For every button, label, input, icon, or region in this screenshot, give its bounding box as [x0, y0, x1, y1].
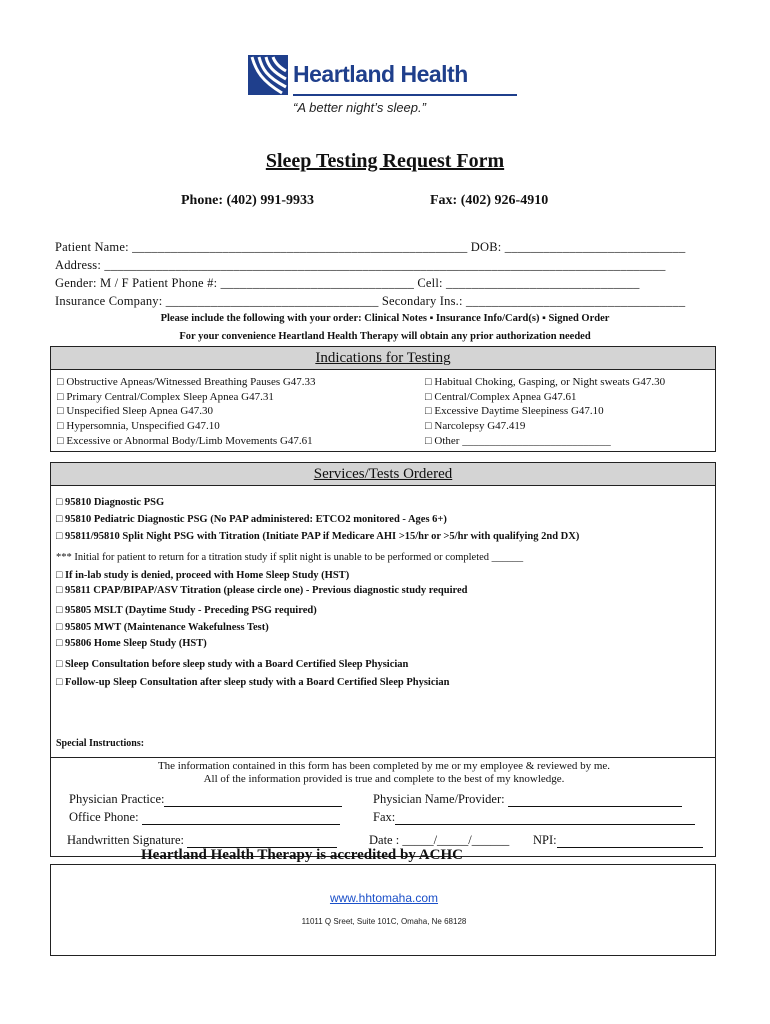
logo — [248, 55, 518, 120]
logo-rule — [293, 94, 517, 96]
address-text: 11011 Q Sreet, Suite 101C, Omaha, Ne 68128 — [301, 917, 467, 926]
website-link[interactable]: www.hhtomaha.com — [329, 891, 439, 905]
certification-line-1: The information contained in this form has been completed by me or my employee & reviewed by me. — [157, 760, 611, 772]
indication-left-2[interactable]: □ Primary Central/Complex Sleep Apnea G47.31 — [57, 391, 274, 403]
indications-heading: Indications for Testing — [51, 347, 715, 370]
physician-practice-field[interactable]: Physician Practice: — [69, 792, 342, 807]
indication-right-5[interactable]: □ Other ___________________________ — [425, 435, 611, 447]
patient-name-dob-line[interactable]: Patient Name: ____________________________________________________ DOB: ____________________________ — [55, 240, 686, 254]
fax-number: Fax: (402) 926-4910 — [430, 193, 549, 208]
phone-number: Phone: (402) 991-9933 — [181, 193, 314, 208]
service-item[interactable]: □ Sleep Consultation before sleep study with a Board Certified Sleep Physician — [56, 659, 409, 670]
indication-left-4[interactable]: □ Hypersomnia, Unspecified G47.10 — [57, 420, 220, 432]
titration-initial-note[interactable]: *** Initial for patient to return for a titration study if split night is unable to be performed or completed ______ — [56, 552, 524, 563]
service-item[interactable]: □ 95810 Diagnostic PSG — [56, 497, 165, 508]
indications-box — [50, 346, 716, 452]
authorization-note: For your convenience Heartland Health Therapy will obtain any prior authorization needed — [179, 331, 591, 342]
logo-name: Heartland Health — [293, 61, 468, 87]
indication-right-2[interactable]: □ Central/Complex Apnea G47.61 — [425, 391, 577, 403]
logo-tagline: “A better night’s sleep.” — [293, 100, 426, 115]
heartland-logo-mark-icon — [248, 55, 288, 95]
footer-box — [50, 864, 716, 956]
signature-field[interactable]: Handwritten Signature: — [67, 833, 337, 848]
service-item[interactable]: □ Follow-up Sleep Consultation after sleep study with a Board Certified Sleep Physician — [56, 677, 450, 688]
indication-right-1[interactable]: □ Habitual Choking, Gasping, or Night sweats G47.30 — [425, 376, 666, 388]
address-line[interactable]: Address: _______________________________________________________________________________________ — [55, 258, 666, 272]
date-field[interactable]: Date : _____/_____/______ — [369, 833, 510, 847]
gender-phone-cell-line[interactable]: Gender: M / F Patient Phone #: ______________________________ Cell: ______________________________ — [55, 276, 640, 290]
indication-left-3[interactable]: □ Unspecified Sleep Apnea G47.30 — [57, 405, 214, 417]
include-note: Please include the following with your order: Clinical Notes ▪ Insurance Info/Card(s) ▪ Signed Order — [160, 313, 610, 324]
service-item[interactable]: □ 95811 CPAP/BIPAP/ASV Titration (please circle one) - Previous diagnostic study required — [56, 585, 468, 596]
services-heading: Services/Tests Ordered — [51, 463, 715, 486]
service-item[interactable]: □ 95811/95810 Split Night PSG with Titration (Initiate PAP if Medicare AHI >15/hr or >5/hr with qualifying 2nd DX) — [56, 531, 580, 542]
service-item[interactable]: □ 95805 MWT (Maintenance Wakefulness Test) — [56, 622, 269, 633]
indication-right-4[interactable]: □ Narcolepsy G47.419 — [425, 420, 526, 432]
insurance-line[interactable]: Insurance Company: _________________________________ Secondary Ins.: __________________________________ — [55, 294, 686, 308]
npi-field[interactable]: NPI: — [533, 833, 703, 848]
service-item[interactable]: □ 95806 Home Sleep Study (HST) — [56, 638, 207, 649]
physician-name-field[interactable]: Physician Name/Provider: — [373, 792, 682, 807]
fax-field[interactable]: Fax: — [373, 810, 695, 825]
services-box — [50, 462, 716, 758]
office-phone-field[interactable]: Office Phone: — [69, 810, 340, 825]
indication-right-3[interactable]: □ Excessive Daytime Sleepiness G47.10 — [425, 405, 604, 417]
special-instructions-label[interactable]: Special Instructions: — [56, 738, 145, 749]
indication-left-5[interactable]: □ Excessive or Abnormal Body/Limb Movements G47.61 — [57, 435, 313, 447]
service-item[interactable]: □ If in-lab study is denied, proceed with Home Sleep Study (HST) — [56, 570, 350, 581]
service-item[interactable]: □ 95810 Pediatric Diagnostic PSG (No PAP administered: ETCO2 monitored - Ages 6+) — [56, 514, 447, 525]
certification-line-2: All of the information provided is true and complete to the best of my knowledge. — [203, 773, 565, 785]
indication-left-1[interactable]: □ Obstructive Apneas/Witnessed Breathing Pauses G47.33 — [57, 376, 316, 388]
form-title: Sleep Testing Request Form — [265, 150, 505, 172]
certification-box — [50, 757, 716, 857]
service-item[interactable]: □ 95805 MSLT (Daytime Study - Preceding PSG required) — [56, 605, 317, 616]
accreditation-heading: Heartland Health Therapy is accredited by ACHC — [141, 847, 463, 863]
